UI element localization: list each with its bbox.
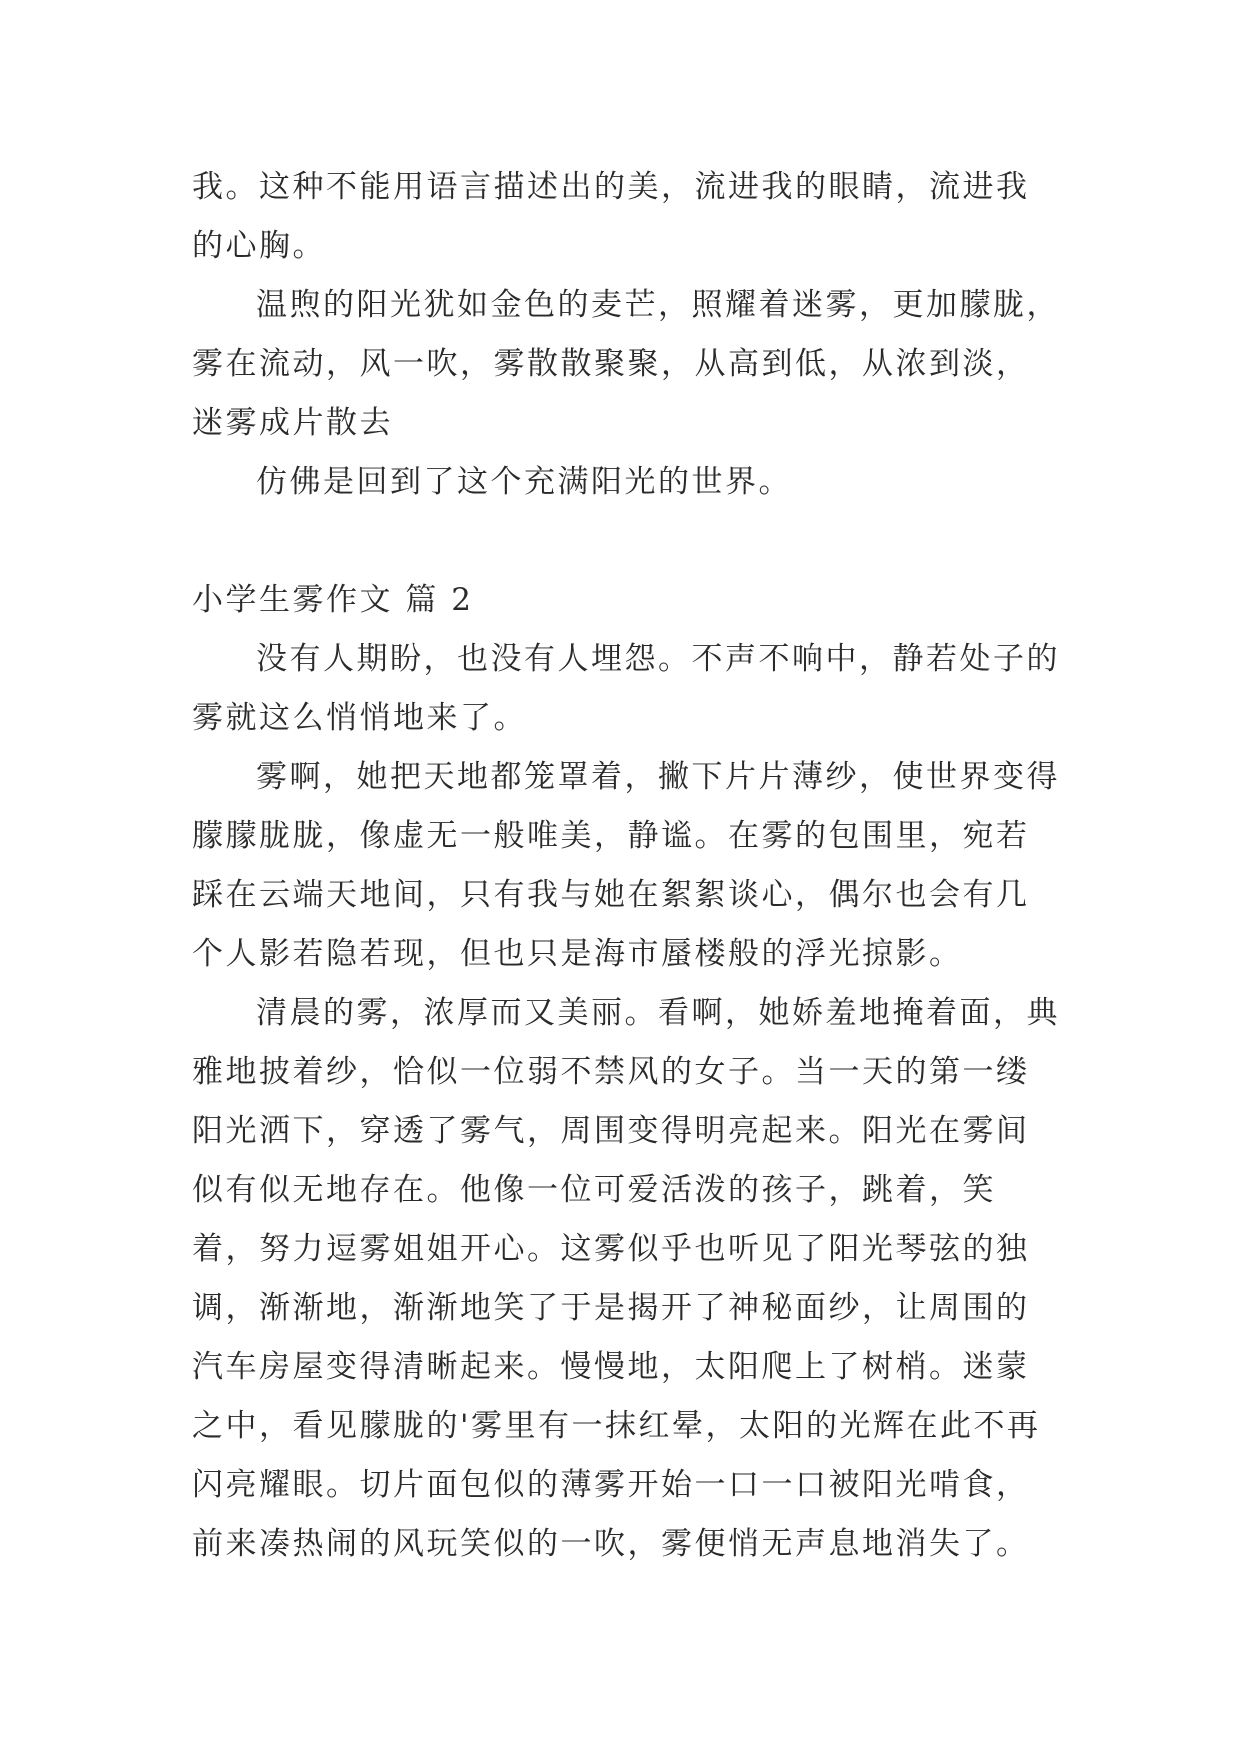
document-body	[192, 158, 1062, 1574]
paragraph-4: 没有人期盼，也没有人埋怨。不声不响中，静若处子的雾就这么悄悄地来了。	[192, 641, 1060, 736]
paragraph-5: 雾啊，她把天地都笼罩着，撇下片片薄纱，使世界变得朦朦胧胧，像虚无一般唯美，静谧。在雾的包围里，宛若踩在云端天地间，只有我与她在絮絮谈心，偶尔也会有几个人影若隐若现，但也只是海市蜃楼般的浮光掠影。	[192, 759, 1060, 972]
paragraph-2: 温煦的阳光犹如金色的麦芒，照耀着迷雾，更加朦胧，雾在流动，风一吹，雾散散聚聚，从高到低，从浓到淡，迷雾成片散去	[192, 287, 1060, 441]
section-heading: 小学生雾作文 篇 2	[192, 582, 474, 618]
paragraph-1: 我。这种不能用语言描述出的美，流进我的眼睛，流进我的心胸。	[192, 169, 1030, 264]
paragraph-6: 清晨的雾，浓厚而又美丽。看啊，她娇羞地掩着面，典雅地披着纱，恰似一位弱不禁风的女子。当一天的第一缕阳光洒下，穿透了雾气，周围变得明亮起来。阳光在雾间似有似无地存在。他像一位可爱活泼的孩子，跳着，笑着，努力逗雾姐姐开心。这雾似乎也听见了阳光琴弦的独调，渐渐地，渐渐地笑了于是揭开了神秘面纱，让周围的汽车房屋变得清晰起来。慢慢地，太阳爬上了树梢。迷蒙之中，看见朦胧的'雾里有一抹红晕，太阳的光辉在此不再闪亮耀眼。切片面包似的薄雾开始一口一口被阳光啃食，前来凑热闹的风玩笑似的一吹，雾便悄无声息地消失了。	[192, 995, 1060, 1562]
paragraph-3: 仿佛是回到了这个充满阳光的世界。	[256, 464, 792, 500]
